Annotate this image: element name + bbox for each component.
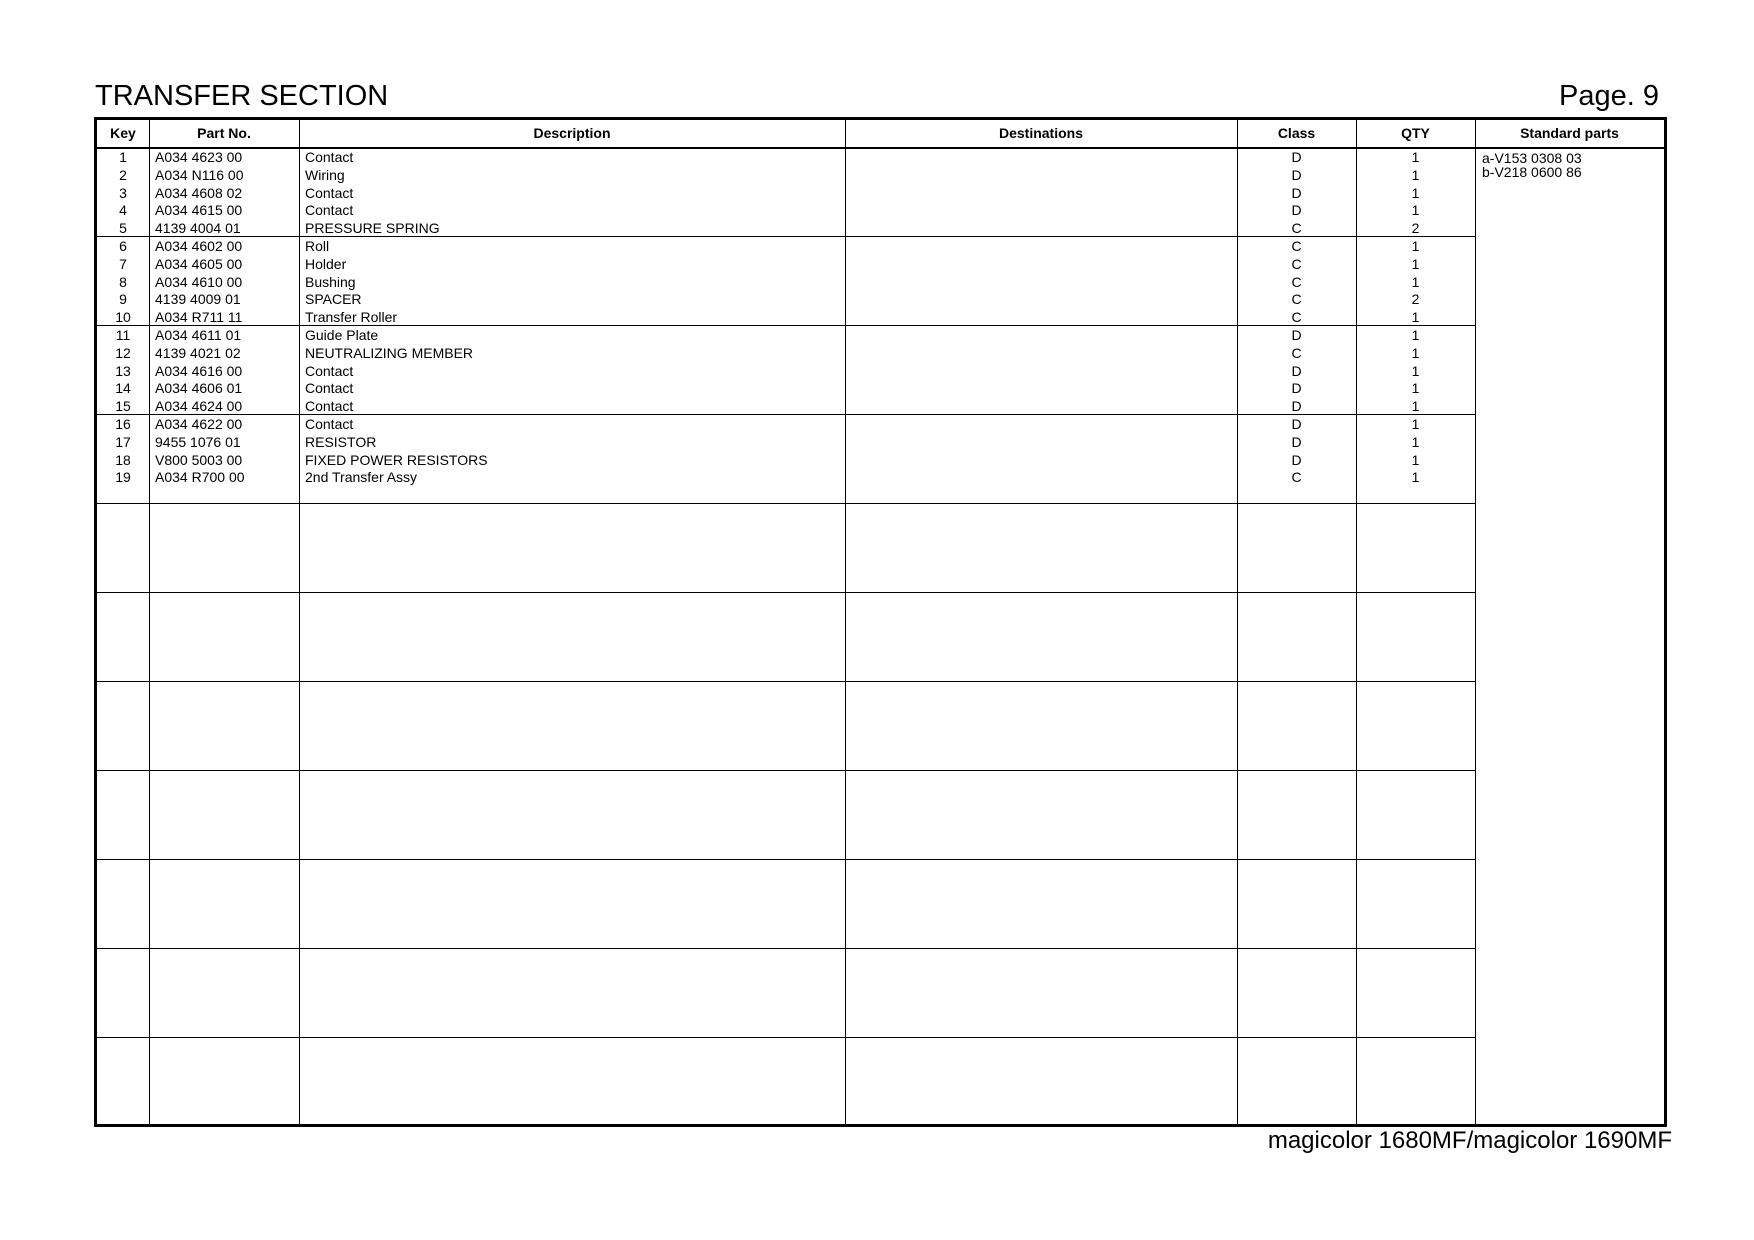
cell-class: C [1291,255,1302,272]
cell-key: 3 [119,184,127,201]
cell-destinations [851,237,1231,255]
cell-key [97,949,149,967]
cell-description [305,593,841,611]
cell-destinations [851,379,1231,397]
cell-key [97,1038,149,1056]
cell-description: Roll [305,238,330,254]
table-row [97,451,1475,469]
cell-key [97,682,149,700]
cell-destinations [851,504,1231,522]
cell-key [97,860,149,878]
cell-class [1237,949,1356,967]
cell-part-no: A034 R700 00 [155,469,245,486]
cell-key: 12 [115,344,131,361]
cell-part-no: A034 R711 11 [155,309,243,326]
cell-destinations [851,344,1231,362]
parts-table [94,117,1667,1127]
cell-key: 18 [115,451,131,468]
cell-description: Contact [305,380,354,397]
cell-description [305,949,841,967]
column-header-standard-parts: Standard parts [1520,125,1619,141]
cell-class: D [1291,380,1302,397]
cell-destinations [851,326,1231,344]
table-row [97,1038,1475,1056]
cell-class: C [1291,238,1302,254]
cell-class: D [1291,184,1302,201]
cell-destinations [851,219,1231,237]
cell-description [305,860,841,878]
cell-key: 9 [119,291,127,308]
cell-key: 6 [119,238,127,254]
cell-qty: 1 [1411,309,1420,326]
cell-qty: 2 [1411,220,1420,237]
cell-key: 10 [115,309,131,326]
cell-destinations [851,148,1231,166]
cell-destinations [851,290,1231,308]
cell-part-no: A034 N116 00 [155,166,244,183]
table-row [97,184,1475,202]
cell-destinations [851,397,1231,415]
row-group [97,1037,1475,1126]
cell-description [305,504,841,522]
table-row [97,362,1475,380]
cell-description: Contact [305,149,354,165]
cell-class [1237,1038,1356,1056]
cell-part-no: A034 4608 02 [155,184,243,201]
row-group [97,770,1475,859]
cell-destinations [851,451,1231,469]
cell-key: 11 [115,327,131,343]
cell-class: C [1291,291,1302,308]
cell-description: SPACER [305,291,362,308]
cell-key [97,486,149,504]
cell-class: D [1291,451,1302,468]
cell-description: NEUTRALIZING MEMBER [305,344,474,361]
cell-part-no: 4139 4009 01 [155,291,241,308]
cell-class: C [1291,309,1302,326]
cell-qty [1356,860,1475,878]
cell-qty: 1 [1411,398,1420,415]
cell-destinations [851,308,1231,326]
cell-qty: 1 [1411,166,1420,183]
column-header-destinations: Destinations [998,125,1083,141]
table-row [97,201,1475,219]
table-row [97,273,1475,291]
cell-part-no [155,771,297,789]
cell-qty: 2 [1411,291,1420,308]
table-row [97,219,1475,237]
table-row [97,308,1475,326]
cell-qty: 1 [1411,273,1420,290]
cell-qty [1356,771,1475,789]
cell-class [1237,593,1356,611]
cell-description [305,682,841,700]
row-group [97,503,1475,592]
cell-description: Wiring [305,166,345,183]
cell-qty [1356,504,1475,522]
column-header-description: Description [533,125,611,141]
cell-description: Contact [305,184,354,201]
cell-class [1237,486,1356,504]
cell-part-no: A034 4622 00 [155,416,243,432]
cell-key: 19 [115,469,131,486]
cell-qty: 1 [1411,380,1420,397]
cell-key: 2 [119,166,127,183]
cell-key [97,771,149,789]
cell-destinations [851,255,1231,273]
cell-class: D [1291,398,1302,415]
cell-qty [1356,486,1475,504]
cell-description: FIXED POWER RESISTORS [305,451,488,468]
cell-destinations [851,860,1231,878]
cell-destinations [851,771,1231,789]
row-group [97,681,1475,770]
table-row [97,433,1475,451]
cell-part-no [155,682,297,700]
cell-class: D [1291,202,1302,219]
cell-key: 16 [115,416,131,432]
cell-part-no [155,860,297,878]
cell-destinations [851,433,1231,451]
cell-class: D [1291,149,1302,165]
cell-class: D [1291,166,1302,183]
row-group [97,236,1475,325]
cell-description [305,486,841,504]
cell-key: 4 [119,202,127,219]
table-header [97,120,1664,149]
cell-class: C [1291,220,1302,237]
cell-part-no [155,949,297,967]
table-row [97,593,1475,611]
cell-part-no: A034 4624 00 [155,398,243,415]
cell-description: 2nd Transfer Assy [305,469,418,486]
column-header-part-no: Part No. [197,125,251,141]
cell-class: C [1291,469,1302,486]
table-row [97,379,1475,397]
row-group [97,147,1475,236]
cell-part-no: A034 4611 01 [155,327,242,343]
row-group [97,592,1475,681]
cell-qty: 1 [1411,433,1420,450]
cell-description: Guide Plate [305,327,379,343]
cell-class: C [1291,344,1302,361]
cell-key: 17 [115,433,131,450]
cell-destinations [851,1038,1231,1056]
row-group [97,859,1475,948]
table-row [97,326,1475,344]
cell-part-no: 9455 1076 01 [155,433,241,450]
cell-part-no [155,486,297,504]
cell-key: 7 [119,255,127,272]
standard-part-b: b-V218 0600 86 [1482,164,1582,180]
cell-qty [1356,1038,1475,1056]
row-group [97,414,1475,503]
cell-class: C [1291,273,1302,290]
cell-qty [1356,949,1475,967]
cell-description: Bushing [305,273,356,290]
table-row [97,682,1475,700]
cell-qty: 1 [1411,344,1420,361]
cell-part-no: A034 4623 00 [155,149,243,165]
cell-description: Transfer Roller [305,309,398,326]
cell-key: 1 [119,149,127,165]
cell-class [1237,504,1356,522]
cell-part-no: A034 4606 01 [155,380,243,397]
table-row [97,860,1475,878]
cell-description: Contact [305,398,354,415]
cell-class: D [1291,362,1302,379]
cell-class: D [1291,416,1302,432]
cell-destinations [851,415,1231,433]
cell-qty: 1 [1411,149,1420,165]
cell-description [305,1038,841,1056]
row-group [97,325,1475,414]
cell-description: Contact [305,202,354,219]
cell-qty: 1 [1411,469,1420,486]
cell-qty: 1 [1411,362,1420,379]
cell-qty: 1 [1411,255,1420,272]
cell-qty: 1 [1411,202,1420,219]
cell-class [1237,682,1356,700]
cell-destinations [851,949,1231,967]
page-title: TRANSFER SECTION [95,80,389,112]
cell-part-no: V800 5003 00 [155,451,243,468]
cell-key: 14 [115,380,131,397]
cell-part-no [155,593,297,611]
cell-destinations [851,166,1231,184]
cell-destinations [851,273,1231,291]
cell-class: D [1291,433,1302,450]
model-footer: magicolor 1680MF/magicolor 1690MF [1267,1127,1672,1154]
cell-destinations [851,201,1231,219]
cell-part-no: 4139 4004 01 [155,220,241,237]
row-group [97,948,1475,1037]
table-row [97,290,1475,308]
cell-key: 5 [119,220,127,237]
cell-qty [1356,593,1475,611]
cell-key: 15 [115,398,131,415]
standard-part-a: a-V153 0308 03 [1482,150,1582,166]
cell-key [97,593,149,611]
cell-class [1237,771,1356,789]
cell-destinations [851,593,1231,611]
cell-key: 13 [115,362,131,379]
cell-qty: 1 [1411,451,1420,468]
table-row [97,397,1475,415]
cell-qty [1356,682,1475,700]
cell-qty: 1 [1411,416,1420,432]
cell-destinations [851,362,1231,380]
column-divider [1475,120,1476,1124]
cell-part-no: A034 4616 00 [155,362,243,379]
cell-description: RESISTOR [305,433,377,450]
cell-qty: 1 [1411,184,1420,201]
table-row [97,237,1475,255]
table-row [97,771,1475,789]
table-row [97,468,1475,486]
cell-destinations [851,682,1231,700]
cell-part-no: A034 4610 00 [155,273,243,290]
cell-part-no: 4139 4021 02 [155,344,241,361]
cell-part-no [155,1038,297,1056]
cell-destinations [851,486,1231,504]
cell-destinations [851,468,1231,486]
cell-part-no: A034 4602 00 [155,238,243,254]
cell-destinations [851,184,1231,202]
table-row [97,166,1475,184]
column-header-key: Key [110,125,136,141]
cell-description [305,771,841,789]
cell-description: PRESSURE SPRING [305,220,440,237]
cell-class [1237,860,1356,878]
cell-part-no: A034 4605 00 [155,255,243,272]
table-row [97,949,1475,967]
table-row [97,486,1475,504]
table-row [97,255,1475,273]
table-row [97,415,1475,433]
cell-description: Contact [305,416,354,432]
cell-key: 8 [119,273,127,290]
cell-qty: 1 [1411,238,1420,254]
cell-part-no [155,504,297,522]
column-header-qty: QTY [1401,125,1430,141]
table-row [97,504,1475,522]
table-row [97,148,1475,166]
cell-key [97,504,149,522]
cell-qty: 1 [1411,327,1420,343]
cell-class: D [1291,327,1302,343]
cell-part-no: A034 4615 00 [155,202,243,219]
table-row [97,344,1475,362]
cell-description: Holder [305,255,347,272]
cell-description: Contact [305,362,354,379]
column-header-class: Class [1277,125,1316,141]
page-number: Page. 9 [1559,80,1659,112]
